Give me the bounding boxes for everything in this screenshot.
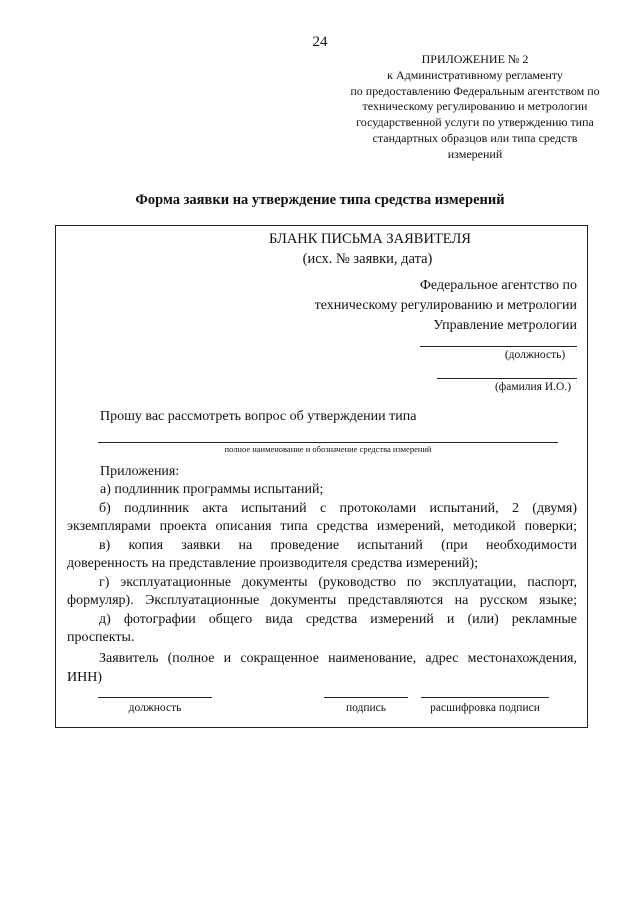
appendix-line: к Административному регламенту xyxy=(387,67,563,82)
applicant-line: Заявитель (полное и сокращенное наименование, адрес местонахождения, xyxy=(99,651,577,666)
recipient-block xyxy=(220,276,577,336)
appendix-line: ПРИЛОЖЕНИЕ № 2 xyxy=(421,52,529,66)
request-text: Прошу вас рассмотреть вопрос об утверждении типа xyxy=(100,409,417,424)
applicant-line-cont: ИНН) xyxy=(67,669,102,685)
appendix-line: техническому регулированию и метрологии xyxy=(362,99,588,114)
recipient-line: техническому регулированию и метрологии xyxy=(314,298,577,313)
position-signature-line xyxy=(420,346,577,347)
attachment-item-d-cont: формуляр). Эксплуатационные документы представляются на русском языке; xyxy=(67,593,577,608)
appendix-line: по предоставлению Федеральным агентством по xyxy=(350,83,600,98)
attachments-heading: Приложения: xyxy=(100,464,180,479)
attachment-item-a: а) подлинник программы испытаний; xyxy=(100,482,324,497)
attachment-item-e-cont: проспекты. xyxy=(67,630,135,645)
appendix-line: измерений xyxy=(447,146,503,161)
attachments-list xyxy=(67,481,577,648)
attachment-item-d: г) эксплуатационные документы (руководство по эксплуатации, паспорт, xyxy=(99,574,577,590)
appendix-line: стандартных образцов или типа средств xyxy=(372,130,578,145)
attachment-item-c-cont: доверенность на представление производителя средства измерений); xyxy=(67,556,478,571)
name-signature-line xyxy=(437,378,577,379)
instrument-name-line xyxy=(98,442,558,443)
applicant-block xyxy=(67,650,577,687)
name-caption: (фамилия И.О.) xyxy=(494,381,572,393)
recipient-line: Управление метрологии xyxy=(433,318,577,333)
attachment-item-b: б) подлинник акта испытаний с протоколами испытаний, 2 (двумя) xyxy=(99,500,577,516)
applicant-signature-caption: подпись xyxy=(345,702,387,714)
instrument-name-caption: полное наименование и обозначение средства измерений xyxy=(224,444,432,454)
letterhead-subtitle: (исх. № заявки, дата) xyxy=(302,251,433,267)
appendix-line: государственной услуги по утверждению типа xyxy=(356,115,594,130)
letterhead-block xyxy=(0,229,520,269)
applicant-decoding-line xyxy=(421,697,549,698)
applicant-position-line xyxy=(98,697,212,698)
appendix-header xyxy=(330,52,620,163)
letterhead-title: БЛАНК ПИСЬМА ЗАЯВИТЕЛЯ xyxy=(269,231,471,247)
attachment-item-e: д) фотографии общего вида средства измерений и (или) рекламные xyxy=(99,611,577,627)
applicant-position-caption: должность xyxy=(128,702,182,714)
recipient-line: Федеральное агентство по xyxy=(419,278,577,293)
applicant-decoding-caption: расшифровка подписи xyxy=(430,702,540,714)
attachment-item-c: в) копия заявки на проведение испытаний (при необходимости xyxy=(99,537,577,553)
applicant-signature-line xyxy=(324,697,408,698)
form-title: Форма заявки на утверждение типа средства измерений xyxy=(135,192,505,208)
attachment-item-b-cont: экземплярами проекта описания типа средства измерений, методикой поверки; xyxy=(67,519,577,534)
page-number: 24 xyxy=(312,34,328,50)
position-caption: (должность) xyxy=(504,349,566,361)
